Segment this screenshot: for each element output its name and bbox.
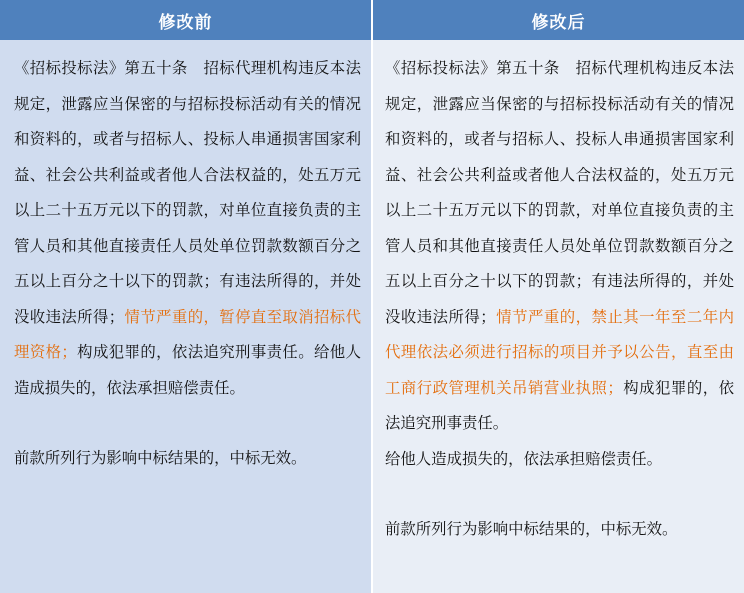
after-text-b: 构成犯罪的，依法追究刑事责任。 xyxy=(385,378,734,432)
after-highlight: 情节严重的，禁止其一年至二年内代理依法必须进行招标的项目并予以公告，直至由工商行政管理机关吊销营业执照； xyxy=(385,307,734,397)
before-highlight: 情节严重的，暂停直至取消招标代理资格； xyxy=(14,307,361,361)
header-before: 修改前 xyxy=(0,0,373,40)
spacer xyxy=(14,406,361,441)
before-text-a: 《招标投标法》第五十条 招标代理机构违反本法规定，泄露应当保密的与招标投标活动有关的情况和资料的，或者与招标人、投标人串通损害国家利益、社会公共利益或者他人合法权益的，处五万元以上二十五万元以下的罚款，对单位直接负责的主管人员和其他直接责任人员处单位罚款数额百分之五以上百分之十以下的罚款；有违法所得的，并处没收违法所得； xyxy=(14,59,361,326)
after-paragraph xyxy=(385,51,734,442)
before-paragraph xyxy=(14,51,361,406)
after-text-a: 《招标投标法》第五十条 招标代理机构违反本法规定，泄露应当保密的与招标投标活动有关的情况和资料的，或者与招标人、投标人串通损害国家利益、社会公共利益或者他人合法权益的，处五万元以上二十五万元以下的罚款，对单位直接负责的主管人员和其他直接责任人员处单位罚款数额百分之五以上百分之十以下的罚款；有违法所得的，并处没收违法所得； xyxy=(385,59,734,326)
after-note: 前款所列行为影响中标结果的，中标无效。 xyxy=(385,520,678,538)
header-after: 修改后 xyxy=(373,0,744,40)
spacer xyxy=(385,477,734,512)
before-note: 前款所列行为影响中标结果的，中标无效。 xyxy=(14,449,307,467)
after-text-c: 给他人造成损失的，依法承担赔偿责任。 xyxy=(385,449,663,468)
before-text-b: 构成犯罪的，依法追究刑事责任。给他人造成损失的，依法承担赔偿责任。 xyxy=(14,343,361,397)
before-cell xyxy=(0,40,373,593)
after-cell xyxy=(373,40,744,593)
